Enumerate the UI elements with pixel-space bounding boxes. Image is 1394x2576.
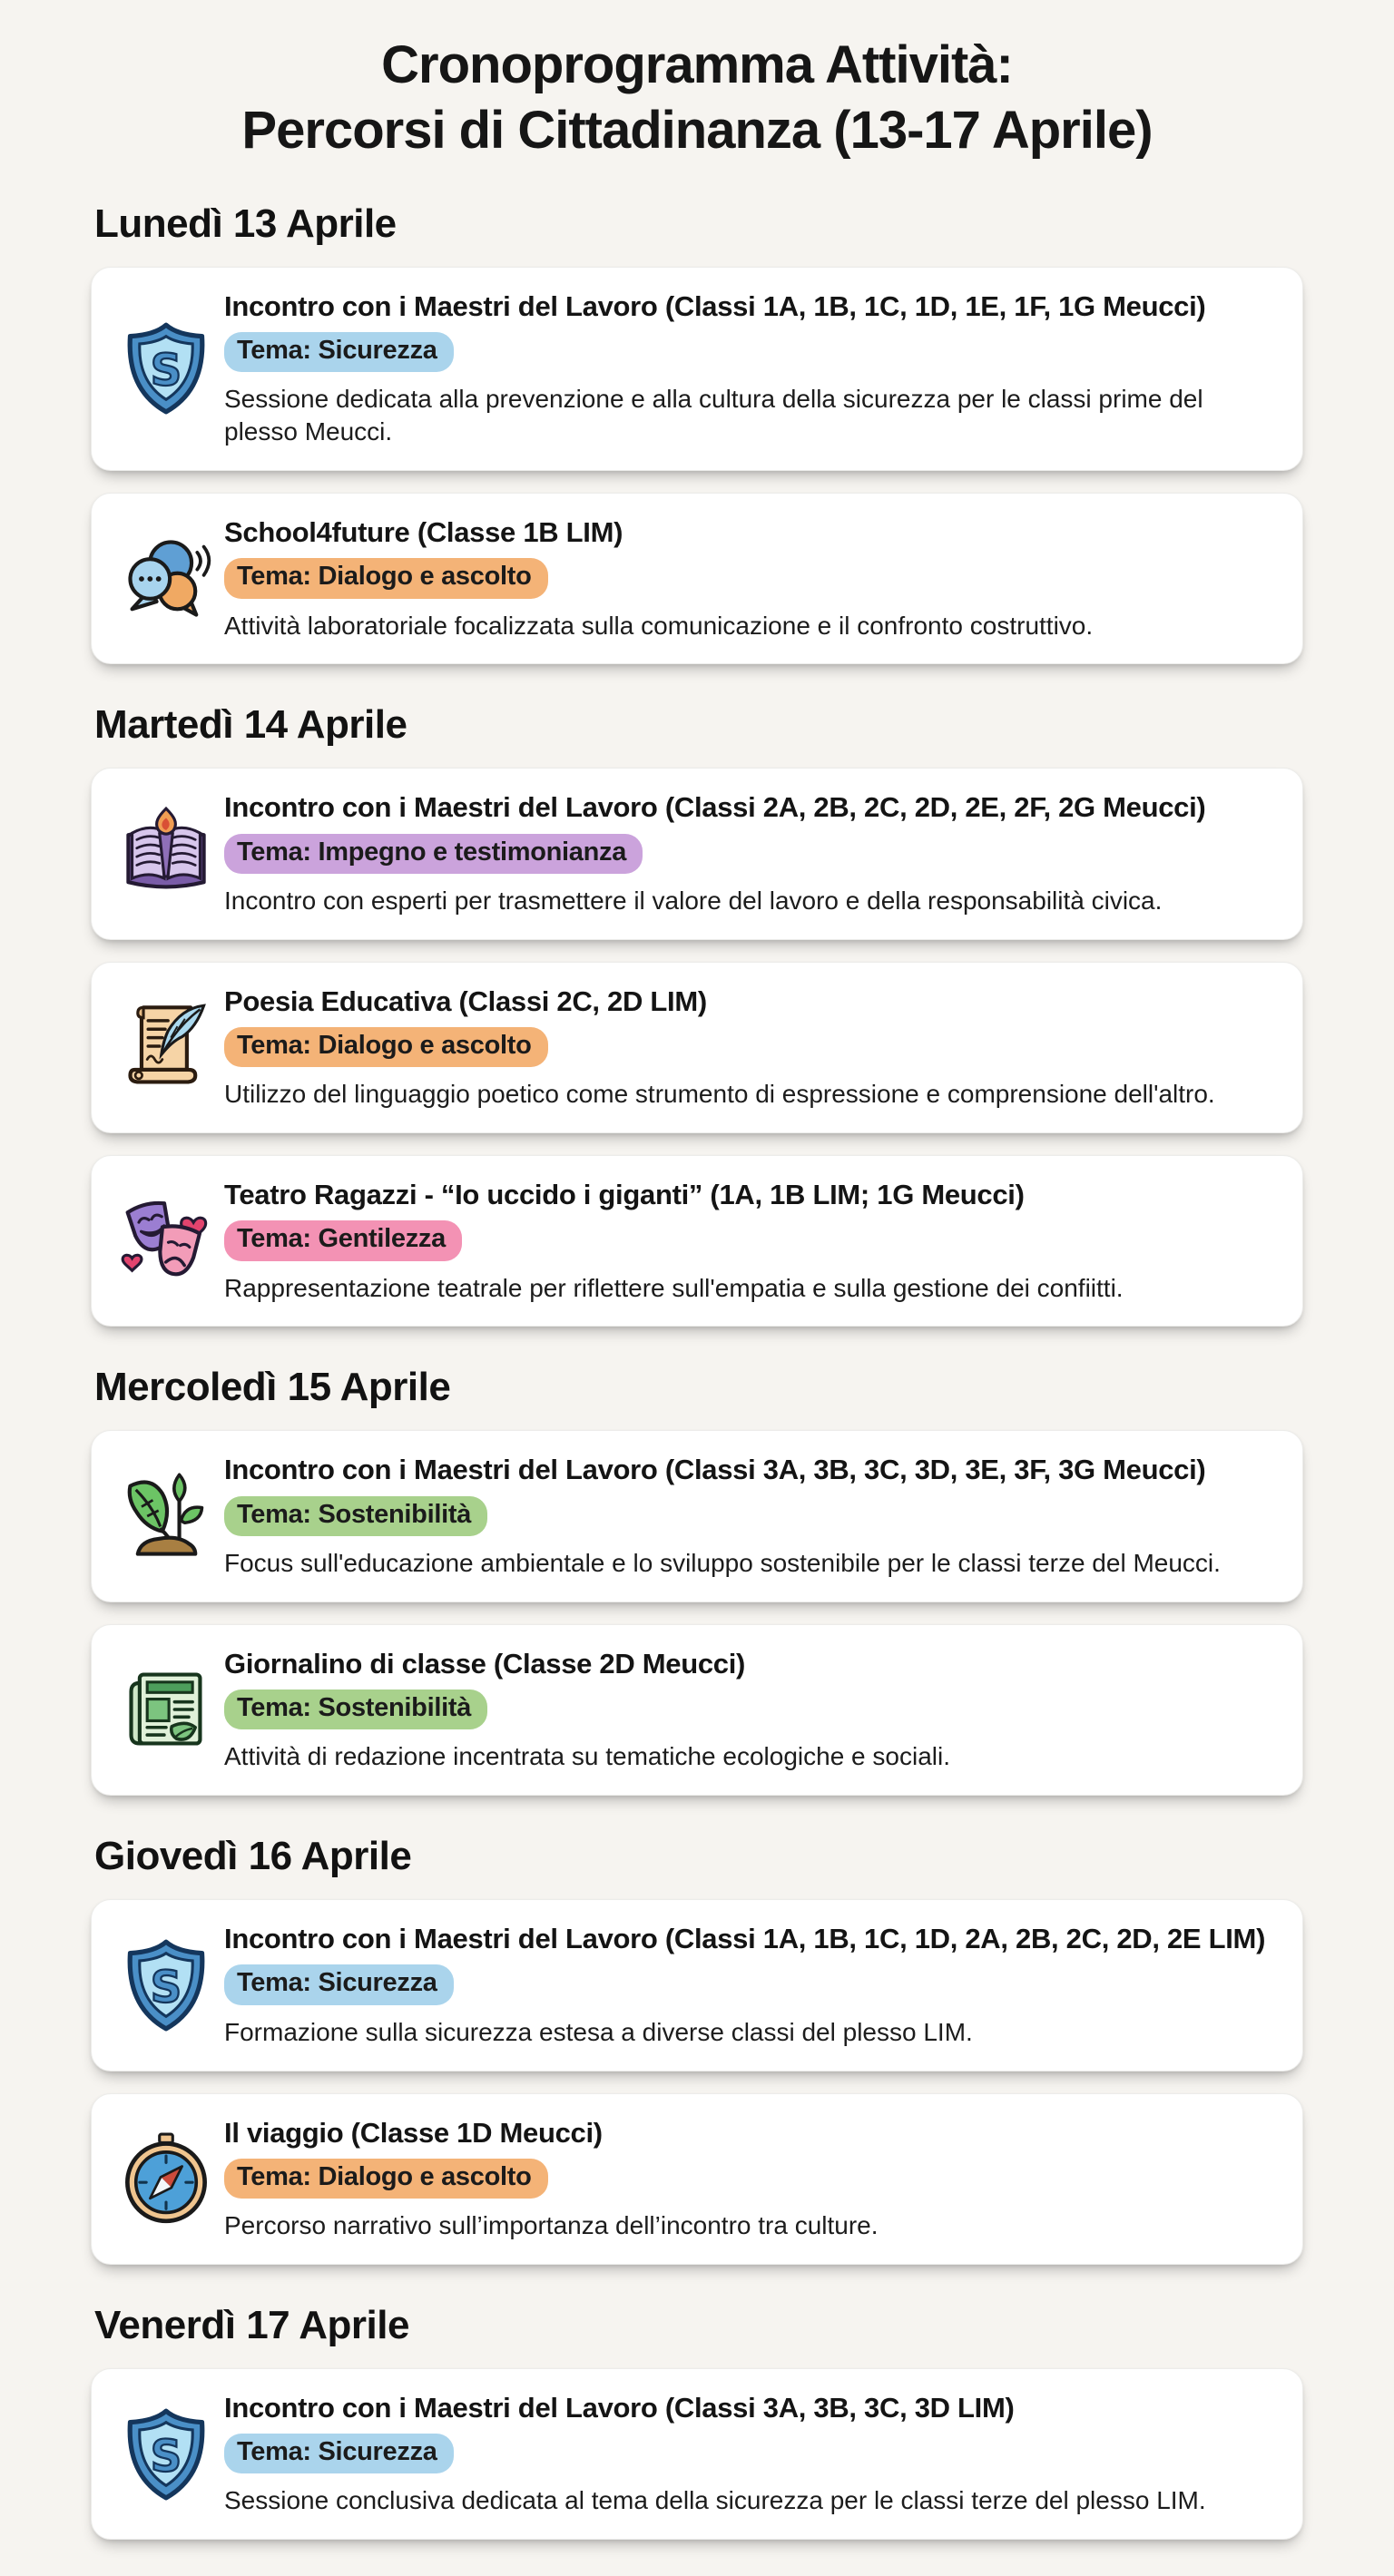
theme-badge: Tema: Dialogo e ascolto [224, 558, 548, 598]
page-title-line1: Cronoprogramma Attività: [381, 35, 1013, 94]
plant-icon [119, 1469, 213, 1563]
page-title-line2: Percorsi di Cittadinanza (13-17 Aprile) [241, 100, 1153, 160]
activity-description: Focus sull'educazione ambientale e lo sviluppo sostenibile per le classi terze del Meucci. [224, 1548, 1221, 1577]
activity-title: Incontro con i Maestri del Lavoro (Classi 3A, 3B, 3C, 3D, 3E, 3F, 3G Meucci) [224, 1454, 1206, 1486]
activity-card [91, 2368, 1303, 2540]
theme-badge: Tema: Dialogo e ascolto [224, 1027, 548, 1067]
activity-card [91, 267, 1303, 471]
activity-description: Attività di redazione incentrata su tematiche ecologiche e sociali. [224, 1742, 950, 1771]
activity-title: Incontro con i Maestri del Lavoro (Classi 3A, 3B, 3C, 3D LIM) [224, 2391, 1015, 2424]
day-header: Mercoledì 15 Aprile [94, 1365, 451, 1410]
newspaper-icon [119, 1662, 213, 1757]
activity-description: Sessione dedicata alla prevenzione e alla cultura della sicurezza per le classi prime del plesso Meucci. [224, 385, 1203, 446]
shield-icon [119, 321, 213, 416]
activity-title: Teatro Ragazzi - “Io uccido i giganti” (1A, 1B LIM; 1G Meucci) [224, 1179, 1025, 1211]
day-header: Venerdì 17 Aprile [94, 2302, 409, 2347]
theme-badge: Tema: Sicurezza [224, 1964, 454, 2004]
day-header: Martedì 14 Aprile [94, 702, 407, 748]
day-section-giovedi [91, 1834, 1303, 2265]
activity-card [91, 768, 1303, 939]
activity-title: Poesia Educativa (Classi 2C, 2D LIM) [224, 984, 707, 1017]
page-title [91, 33, 1303, 163]
activity-description: Utilizzo del linguaggio poetico come strumento di espressione e comprensione dell'altro. [224, 1080, 1215, 1109]
activity-title: Incontro con i Maestri del Lavoro (Classi 2A, 2B, 2C, 2D, 2E, 2F, 2G Meucci) [224, 791, 1206, 824]
day-section-mercoledi [91, 1365, 1303, 1796]
activity-description: Rappresentazione teatrale per riflettere sull'empatia e sulla gestione dei confiitti. [224, 1273, 1124, 1302]
day-section-martedi [91, 702, 1303, 1327]
theme-badge: Tema: Impegno e testimonianza [224, 834, 643, 874]
activity-card [91, 962, 1303, 1133]
day-section-venerdi [91, 2303, 1303, 2540]
theme-badge: Tema: Gentilezza [224, 1220, 462, 1260]
activity-card [91, 1155, 1303, 1327]
activity-card [91, 1899, 1303, 2071]
activity-description: Sessione conclusiva dedicata al tema della sicurezza per le classi terze del plesso LIM. [224, 2486, 1206, 2515]
activity-description: Incontro con esperti per trasmettere il valore del lavoro e della responsabilità civica. [224, 886, 1163, 915]
shield-icon [119, 2407, 213, 2502]
activity-description: Percorso narrativo sull’importanza dell’incontro tra culture. [224, 2211, 879, 2240]
day-header: Lunedì 13 Aprile [94, 201, 397, 246]
activity-description: Attività laboratoriale focalizzata sulla comunicazione e il confronto costruttivo. [224, 611, 1094, 640]
theme-badge: Tema: Sicurezza [224, 332, 454, 372]
theme-badge: Tema: Dialogo e ascolto [224, 2159, 548, 2199]
book-torch-icon [119, 807, 213, 901]
day-header: Giovedì 16 Aprile [94, 1834, 412, 1879]
activity-card [91, 1430, 1303, 1601]
theme-badge: Tema: Sostenibilità [224, 1496, 487, 1536]
activity-title: Incontro con i Maestri del Lavoro (Classi 1A, 1B, 1C, 1D, 1E, 1F, 1G Meucci) [224, 289, 1206, 322]
activity-title: Incontro con i Maestri del Lavoro (Classi 1A, 1B, 1C, 1D, 2A, 2B, 2C, 2D, 2E LIM) [224, 1923, 1266, 1955]
theme-badge: Tema: Sicurezza [224, 2434, 454, 2473]
theater-masks-icon [119, 1194, 213, 1288]
compass-icon [119, 2131, 213, 2226]
activity-card [91, 2093, 1303, 2265]
shield-icon [119, 1938, 213, 2032]
day-section-lunedi [91, 201, 1303, 665]
activity-title: Giornalino di classe (Classe 2D Meucci) [224, 1647, 746, 1680]
activity-title: Il viaggio (Classe 1D Meucci) [224, 2116, 603, 2149]
activity-title: School4future (Classe 1B LIM) [224, 516, 623, 548]
activity-description: Formazione sulla sicurezza estesa a diverse classi del plesso LIM. [224, 2017, 973, 2046]
scroll-quill-icon [119, 1000, 213, 1094]
chat-bubbles-icon [119, 532, 213, 626]
theme-badge: Tema: Sostenibilità [224, 1690, 487, 1729]
activity-card [91, 493, 1303, 664]
activity-card [91, 1624, 1303, 1796]
